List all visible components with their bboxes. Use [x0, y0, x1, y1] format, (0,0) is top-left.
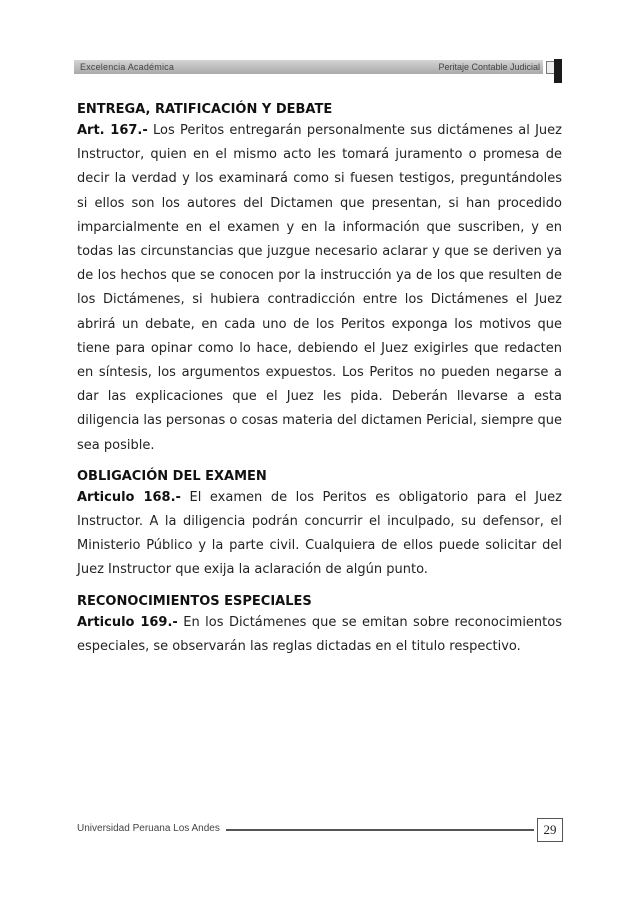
article-text: El examen de los Peritos es obligatorio para el Juez Instructor. A la diligencia podrán concurrir el inculpado, su defensor, el Ministerio Público y la parte civil. Cualquiera de ellos puede solicitar del Juez Instructor que exija la aclaración de algún punto. [77, 489, 562, 578]
article-label: Articulo 169.- [77, 614, 178, 630]
section-heading: OBLIGACIÓN DEL EXAMEN [77, 468, 267, 484]
article-text: Los Peritos entregarán personalmente sus dictámenes al Juez Instructor, quien en el mismo acto les tomará juramento o promesa de decir la verdad y los examinará como si fuesen testigos, preguntándoles si ellos son los autores del Dictamen que presentan, si han procedido imparcialmente en el examen y en la información que suscriben, y en todas las circunstancias que juzgue necesario aclarar y que se deriven ya de los hechos que se conocen por la instrucción ya de los que resulten de los Dictámenes, si hubiera contradicción entre los Dictámenes el Juez abrirá un debate, en cada uno de los Peritos exponga los motivos que tiene para opinar como lo hace, debiendo el Juez exigirles que redacten en síntesis, los argumentos expuestos. Los Peritos no pueden negarse a dar las explicaciones que el Juez les pida. Deberán llevarse a esta diligencia las personas o cosas materia del dictamen Pericial, siempre que sea posible. [77, 123, 562, 453]
section-heading: ENTREGA, RATIFICACIÓN Y DEBATE [77, 102, 333, 117]
header-dark-tab [554, 59, 562, 83]
article-label: Articulo 168.- [77, 489, 181, 505]
article-paragraph [77, 611, 562, 659]
article-text: En los Dictámenes que se emitan sobre reconocimientos especiales, se observarán las reglas dictadas en el titulo respectivo. [77, 614, 562, 654]
header-left-title: Excelencia Académica [80, 62, 175, 72]
header-right-title: Peritaje Contable Judicial [438, 62, 540, 72]
footer-institution: Universidad Peruana Los Andes [77, 823, 220, 834]
article-paragraph [77, 486, 562, 583]
article-paragraph [77, 119, 562, 458]
footer-rule [226, 829, 534, 831]
article-label: Art. 167.- [77, 123, 148, 138]
section-heading: RECONOCIMIENTOS ESPECIALES [77, 593, 312, 609]
page-content [77, 101, 562, 659]
page-number: 29 [537, 818, 563, 842]
